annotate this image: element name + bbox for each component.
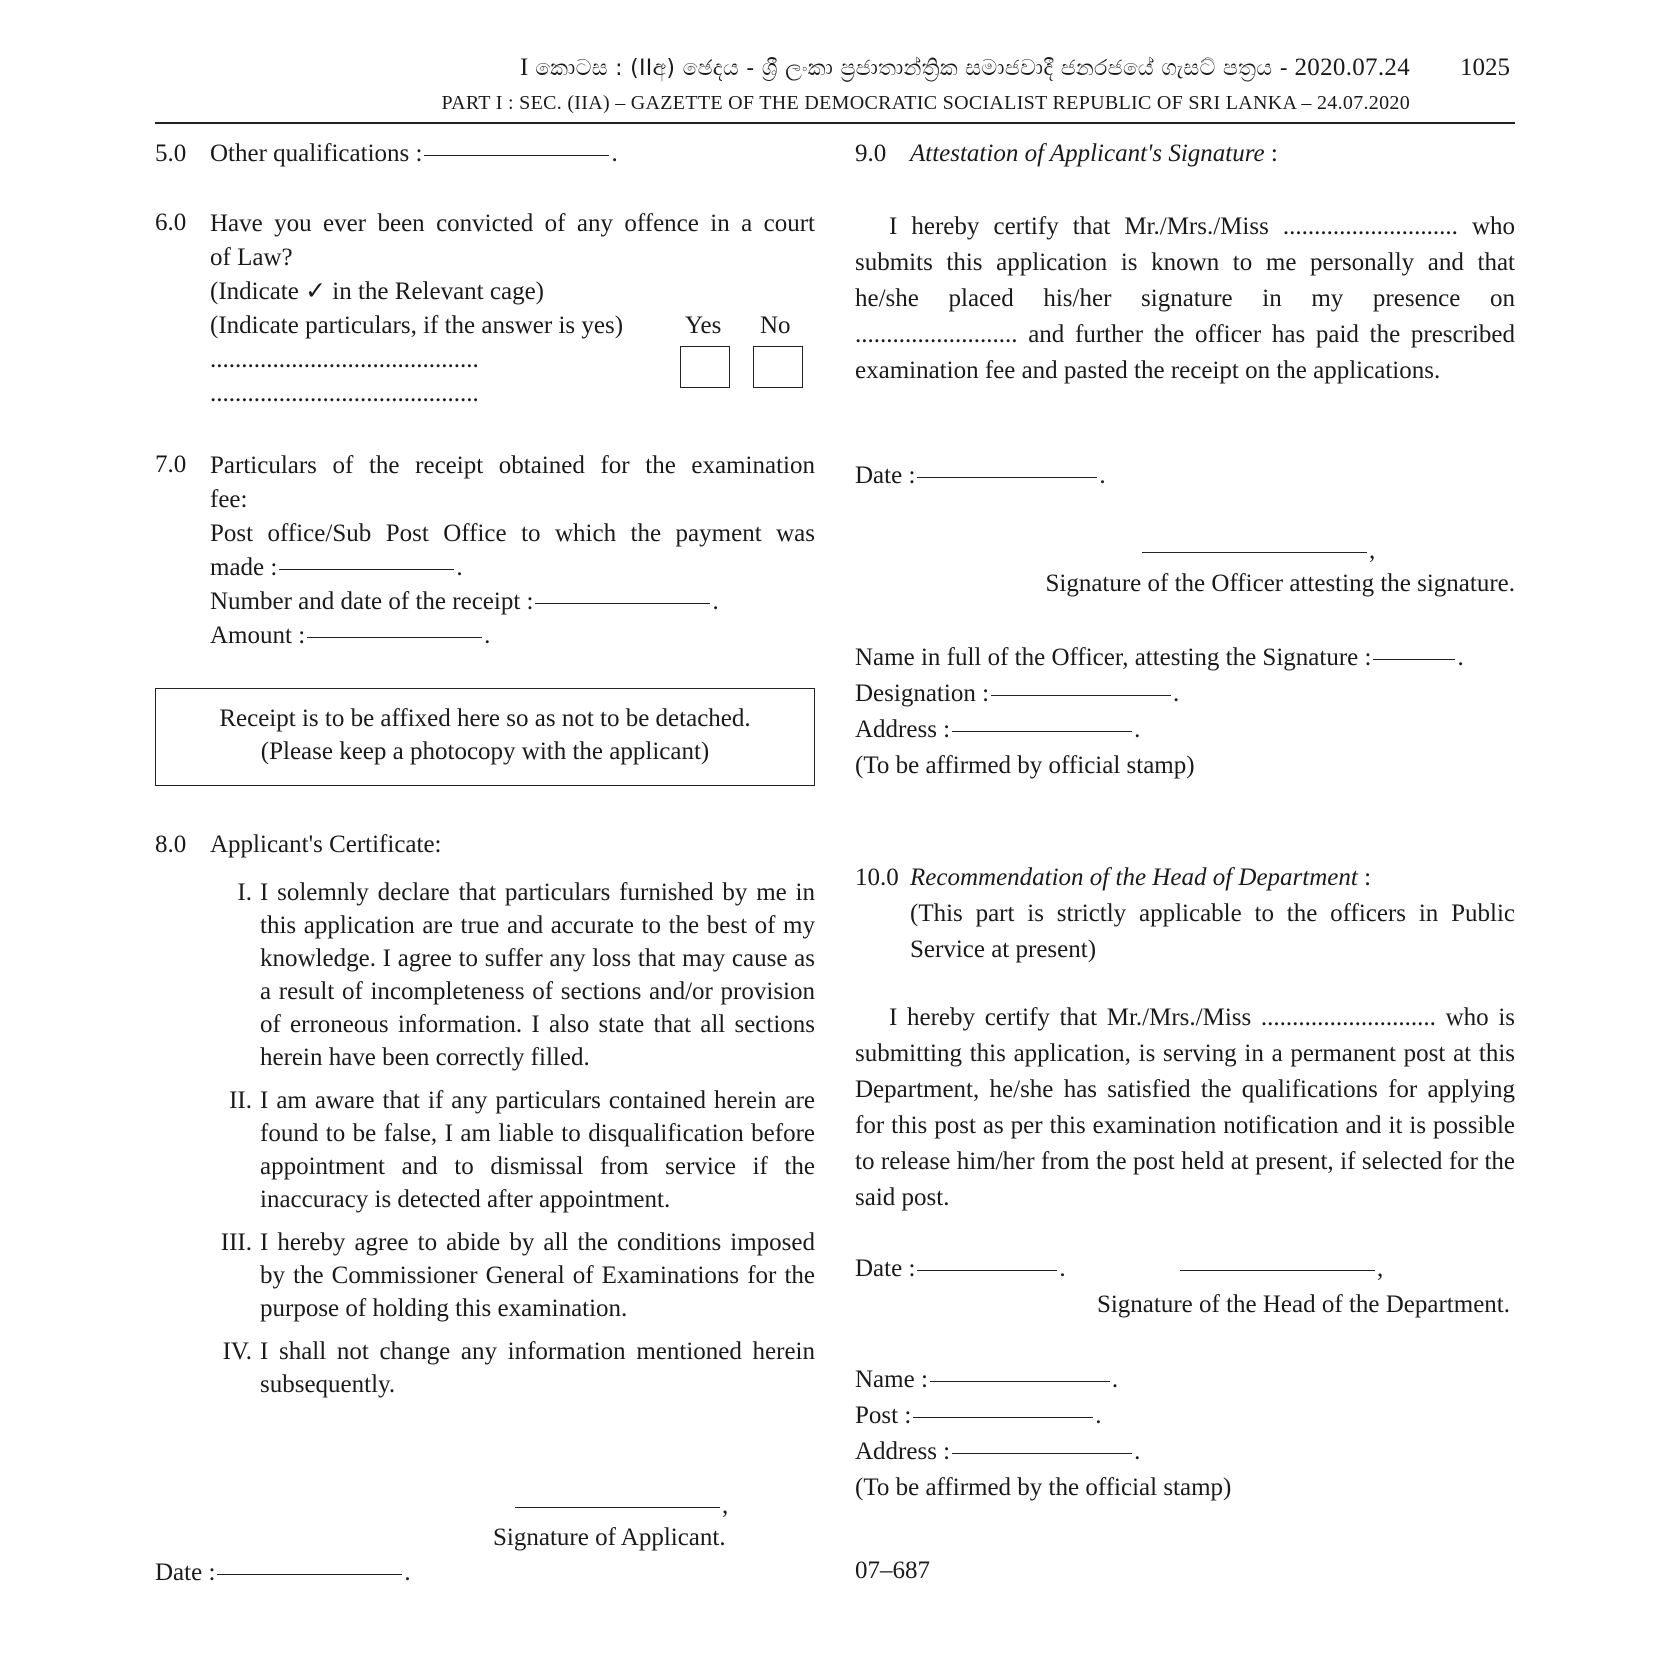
officer-address-field[interactable] (952, 731, 1132, 732)
receipt-affix-box[interactable] (155, 688, 815, 786)
attestation-date-field[interactable] (917, 477, 1097, 478)
section-number: 9.0 (855, 140, 887, 167)
head-signature-line[interactable]: , (1178, 1253, 1383, 1286)
recommendation-paragraph-block (855, 1000, 1515, 1216)
head-date-label: Date : (855, 1255, 916, 1282)
header-sinhala-date: 2020.07.24 (1294, 54, 1410, 81)
yes-label: Yes (685, 312, 722, 339)
certificate-item-text: I solemnly declare that particulars furnished by me in this application are true and accurate to the best of my knowledge. I agree to suffer any loss that may cause as a result of incompleteness of sections and/or provision of erroneous information. I also state that all sections herein have been correctly filled. (260, 878, 815, 1071)
officer-name-label: Name in full of the Officer, attesting the Signature : (855, 644, 1372, 671)
head-date: Date : . (855, 1255, 1066, 1282)
applicant-date-field[interactable] (217, 1574, 402, 1575)
particulars-dots-line-1[interactable]: ........................................... (210, 346, 479, 373)
certificate-item (220, 1226, 815, 1325)
attestation-title: Attestation of Applicant's Signature (910, 140, 1265, 167)
officer-signature-label: Signature of the Officer attesting the signature. (1045, 570, 1515, 597)
roman-numeral: IV. (222, 1337, 252, 1365)
head-date-field[interactable] (917, 1270, 1057, 1271)
certificate-item-text: I hereby agree to abide by all the conditions imposed by the Commissioner General of Examinations for the purpose of holding this examination. (260, 1228, 815, 1322)
section-number: 7.0 (155, 451, 187, 478)
recommendation-note: (This part is strictly applicable to the officers in Public Service at present) (910, 900, 1515, 963)
receipt-number-date-field[interactable] (535, 603, 710, 604)
section-number: 10.0 (855, 864, 899, 891)
section-other-qualifications: 5.0 Other qualifications : . (155, 138, 815, 171)
certificate-item (222, 1335, 815, 1401)
certificate-item (229, 1084, 815, 1216)
roman-numeral: II. (229, 1086, 252, 1114)
receipt-box-line-2: (Please keep a photocopy with the applicant) (260, 737, 710, 765)
conviction-instruction: (Indicate ✓ in the Relevant cage) (210, 278, 544, 305)
section-head-recommendation (855, 860, 1515, 968)
other-qualifications-label: Other qualifications : (210, 140, 423, 167)
applicant-signature-line[interactable]: , (513, 1490, 728, 1523)
header-sinhala-text: කොටස : (IIඅ) ඡෙදය - ශ්‍රී ලංකා ප්‍රජාතාන්ත්‍රික සමාජවාදී ජනරජයේ ගැසට් පත්‍රය - (535, 56, 1288, 81)
conviction-question: Have you ever been convicted of any offence in a court (210, 210, 815, 237)
head-signature-label: Signature of the Head of the Department. (1096, 1291, 1510, 1318)
applicant-signature-label: Signature of Applicant. (493, 1524, 726, 1551)
officer-address-label: Address : (855, 716, 951, 743)
section-number: 5.0 (155, 140, 187, 167)
head-name-label: Name : (855, 1366, 928, 1393)
applicant-certificate-title: Applicant's Certificate: (210, 831, 442, 858)
head-stamp-note: (To be affirmed by the official stamp) (855, 1474, 1232, 1501)
receipt-box-line-1: Receipt is to be affixed here so as not to be detached. (219, 705, 751, 732)
amount-field[interactable] (307, 637, 482, 638)
head-details: Name : . Post : . Address : . (To be affirmed by the official stamp) (855, 1362, 1515, 1506)
header-rule (155, 122, 1515, 124)
attestation-date: Date : . (855, 462, 1106, 489)
receipt-number-date-label: Number and date of the receipt : (210, 588, 534, 615)
attestation-title-colon: : (1270, 140, 1278, 167)
conviction-particulars-instruction: (Indicate particulars, if the answer is yes) (210, 312, 624, 339)
recommendation-title-colon: : (1364, 864, 1372, 891)
page-number: 1025 (1460, 54, 1510, 81)
section-attestation (855, 138, 1515, 171)
certificate-item (237, 876, 815, 1074)
section-applicant-certificate (155, 829, 815, 1411)
recommendation-paragraph: I hereby certify that Mr./Mrs./Miss ............................ who is submitting this application, is serving in a permanent post at this Department, he/she has satisfied the qualifications for applying for this post as per this examination notification and it is possible to release him/her from the post held at present, if selected for the said post. (855, 1004, 1515, 1211)
head-post-field[interactable] (913, 1417, 1093, 1418)
receipt-particulars-heading-cont: fee: (210, 486, 248, 513)
applicant-date-label: Date : (155, 1559, 216, 1586)
receipt-particulars-heading: Particulars of the receipt obtained for the examination (210, 452, 815, 479)
section-number: 6.0 (155, 209, 187, 236)
conviction-question-cont: of Law? (210, 244, 293, 271)
notice-code: 07–687 (855, 1557, 930, 1584)
officer-name-field[interactable] (1373, 659, 1455, 660)
head-post-label: Post : (855, 1402, 912, 1429)
attestation-paragraph: I hereby certify that Mr./Mrs./Miss ............................ who submits this application is known to me personally and that he/she placed his/her signature in my presence on .......................... and further the officer has paid the prescribed examination fee and pasted the receipt on the applications. (855, 213, 1515, 384)
certificate-item-text: I shall not change any information mentioned herein subsequently. (260, 1337, 815, 1398)
applicant-date: Date : . (155, 1559, 411, 1586)
other-qualifications-field[interactable] (424, 155, 609, 156)
attesting-officer-details: Name in full of the Officer, attesting the Signature : . Designation : . Address : . (To be affirmed by official stamp) (855, 640, 1515, 784)
header-sinhala-line (340, 52, 1410, 85)
roman-numeral: III. (220, 1228, 252, 1256)
official-stamp-note: (To be affirmed by official stamp) (855, 752, 1195, 779)
post-office-label: Post office/Sub Post Office to which the payment was (210, 520, 815, 547)
certificate-item-text: I am aware that if any particulars contained herein are found to be false, I am liable to disqualification before appointment and to dismissal from service if the inaccuracy is detected after appointment. (260, 1086, 815, 1213)
head-name-field[interactable] (930, 1381, 1110, 1382)
head-address-label: Address : (855, 1438, 951, 1465)
attestation-paragraph-block (855, 209, 1515, 389)
amount-label: Amount : (210, 622, 306, 649)
head-address-field[interactable] (952, 1453, 1132, 1454)
post-office-field[interactable] (279, 569, 454, 570)
yes-checkbox[interactable] (680, 346, 730, 388)
designation-field[interactable] (991, 695, 1171, 696)
recommendation-title: Recommendation of the Head of Department (910, 864, 1358, 891)
section-receipt-particulars: 7.0 Particulars of the receipt obtained for the examination fee: Post office/Sub Post Office to which the payment was made : . Number and date of the receipt : . Amount : . (155, 451, 815, 649)
officer-signature-line[interactable]: , (1140, 535, 1375, 568)
designation-label: Designation : (855, 680, 990, 707)
no-label: No (760, 312, 791, 339)
header-english-line: PART I : SEC. (IIA) – GAZETTE OF THE DEMOCRATIC SOCIALIST REPUBLIC OF SRI LANKA – 24.07.2020 (441, 92, 1410, 114)
no-checkbox[interactable] (753, 346, 803, 388)
made-label: made : (210, 554, 278, 581)
header-part-numeral: I (520, 54, 529, 81)
roman-numeral: I. (237, 878, 252, 906)
attestation-date-label: Date : (855, 462, 916, 489)
particulars-dots-line-2[interactable]: ........................................... (210, 380, 479, 407)
section-number: 8.0 (155, 831, 187, 858)
